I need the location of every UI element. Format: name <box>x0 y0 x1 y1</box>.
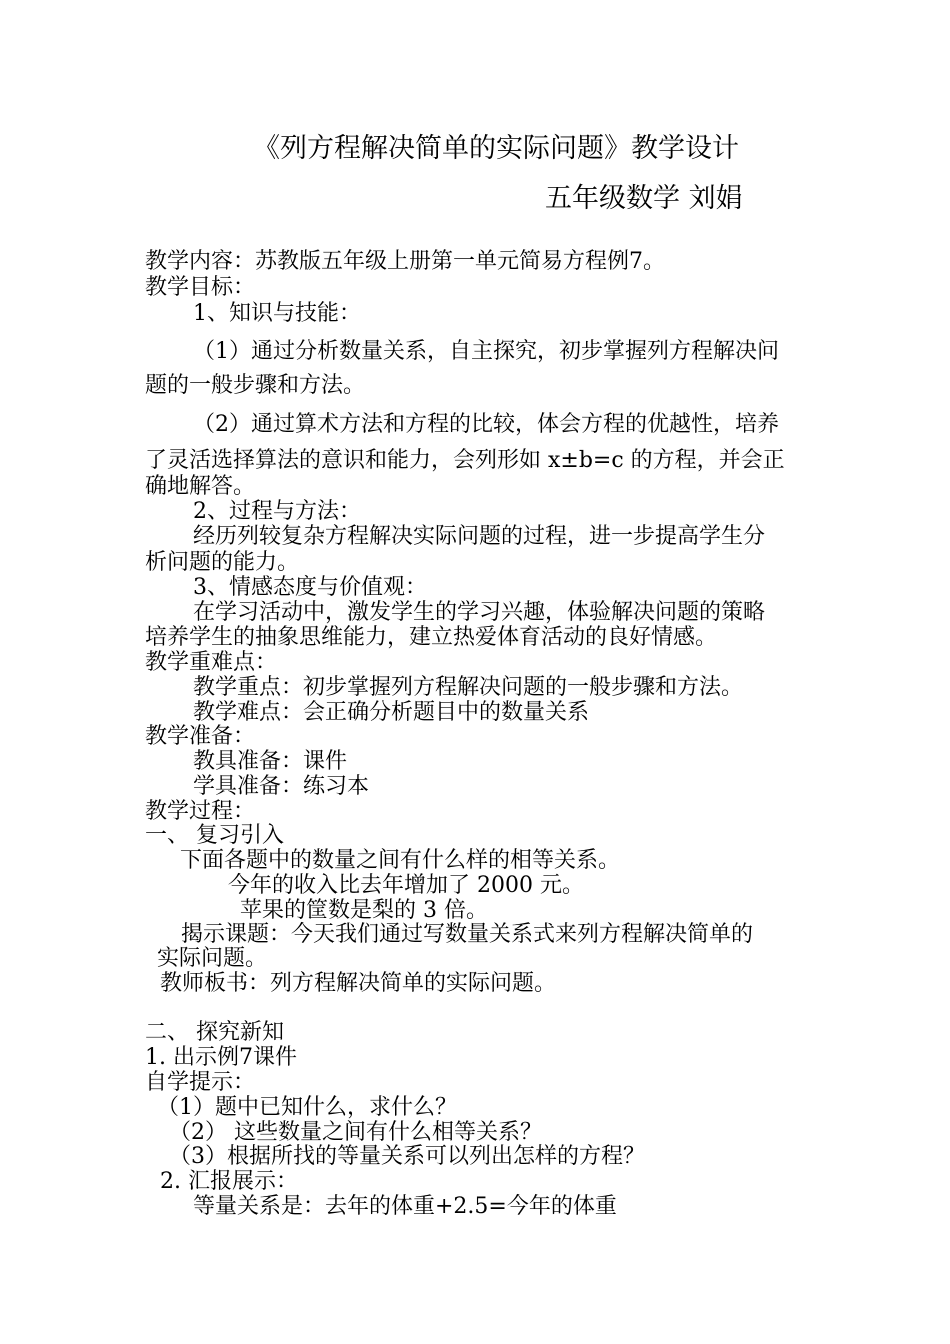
board-writing: 教师板书：列方程解决简单的实际问题。 <box>160 971 557 996</box>
review-example-1: 今年的收入比去年增加了 2000 元。 <box>228 873 584 898</box>
goal-1-item-2-line-2: 了灵活选择算法的意识和能力，会列形如 x±b=c 的方程，并会正 <box>145 448 785 473</box>
self-study-heading: 自学提示： <box>145 1070 256 1095</box>
review-question: 下面各题中的数量之间有什么样的相等关系。 <box>180 848 621 873</box>
step-2-report: 2. 汇报展示： <box>160 1169 298 1194</box>
review-example-2: 苹果的筐数是梨的 3 倍。 <box>240 898 488 923</box>
document-title: 《列方程解决简单的实际问题》教学设计 <box>253 133 739 164</box>
goal-2-heading: 2、过程与方法： <box>193 499 361 524</box>
preparation-heading: 教学准备： <box>145 724 256 749</box>
goal-1-item-1-line-1: （1）通过分析数量关系，自主探究，初步掌握列方程解决问 <box>193 339 779 364</box>
goal-2-text-line-2: 析问题的能力。 <box>145 550 300 575</box>
self-study-hint-1: （1）题中已知什么，求什么？ <box>157 1095 457 1120</box>
self-study-hint-3: （3）根据所找的等量关系可以列出怎样的方程？ <box>169 1144 645 1169</box>
key-points-heading: 教学重难点： <box>145 650 278 675</box>
goal-3-heading: 3、情感态度与价值观： <box>193 575 427 600</box>
key-point: 教学重点：初步掌握列方程解决问题的一般步骤和方法。 <box>193 675 744 700</box>
student-preparation: 学具准备：练习本 <box>193 774 370 799</box>
section-2-heading: 二、 探究新知 <box>145 1020 284 1045</box>
step-1-show-example: 1. 出示例7课件 <box>145 1045 297 1070</box>
goal-1-item-1-line-2: 题的一般步骤和方法。 <box>145 373 366 398</box>
goal-3-text-line-2: 培养学生的抽象思维能力，建立热爱体育活动的良好情感。 <box>145 625 718 650</box>
reveal-topic-line-2: 实际问题。 <box>157 946 268 971</box>
teacher-preparation: 教具准备：课件 <box>193 749 348 774</box>
self-study-hint-2: （2） 这些数量之间有什么相等关系？ <box>169 1120 542 1145</box>
teaching-goals-heading: 教学目标： <box>145 275 256 300</box>
process-heading: 教学过程： <box>145 799 256 824</box>
goal-1-heading: 1、知识与技能： <box>193 301 361 326</box>
difficult-point: 教学难点：会正确分析题目中的数量关系 <box>193 700 590 725</box>
goal-2-text-line-1: 经历列较复杂方程解决实际问题的过程，进一步提高学生分 <box>193 524 766 549</box>
teaching-content: 教学内容：苏教版五年级上册第一单元简易方程例7。 <box>145 249 665 274</box>
section-1-heading: 一、 复习引入 <box>145 823 284 848</box>
reveal-topic-line-1: 揭示课题：今天我们通过写数量关系式来列方程解决简单的 <box>181 922 754 947</box>
goal-3-text-line-1: 在学习活动中，激发学生的学习兴趣，体验解决问题的策略 <box>193 600 766 625</box>
goal-1-item-2-line-1: （2）通过算术方法和方程的比较，体会方程的优越性，培养 <box>193 412 779 437</box>
goal-1-item-2-line-3: 确地解答。 <box>145 474 256 499</box>
equality-relation: 等量关系是：去年的体重+2.5=今年的体重 <box>193 1194 617 1219</box>
document-subtitle: 五年级数学 刘娟 <box>545 183 743 214</box>
